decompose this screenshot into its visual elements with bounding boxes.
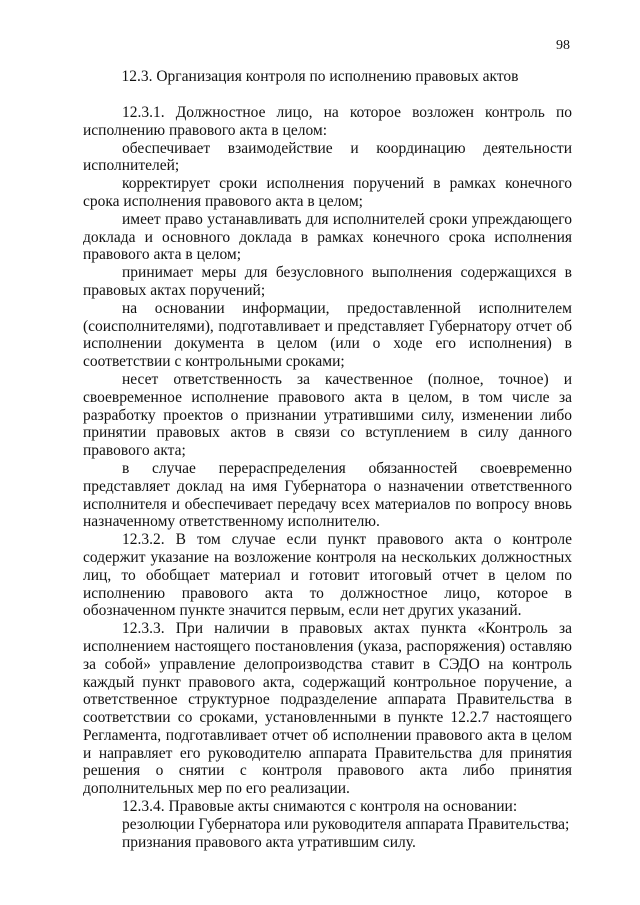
paragraph: корректирует сроки исполнения поручений в рамках конечного срока исполнения правового акта в целом; <box>83 175 572 210</box>
paragraph: резолюции Губернатора или руководителя аппарата Правительства; <box>122 815 570 833</box>
section-title: 12.3. Организация контроля по исполнению правовых актов <box>121 68 519 85</box>
paragraph: обеспечивает взаимодействие и координацию деятельности исполнителей; <box>83 139 572 175</box>
paragraph: несет ответственность за качественное (полное, точное) и своевременное исполнение правового акта в целом, в том числе за разработку проектов о признании утратившими силу, изменении либо принятии правовых актов в связи со вступлением в силу данного правового акта; <box>83 370 572 460</box>
paragraph: 12.3.2. В том случае если пункт правового акта о контроле содержит указание на возложение контроля на нескольких должностных лиц, то обобщает материал и готовит итоговый отчет в целом по исполнению правового акта то должностное лицо, которое в обозначенном пункте значится первым, если нет других указаний. <box>83 531 572 620</box>
paragraph: имеет право устанавливать для исполнителей сроки упреждающего доклада и основного доклада в рамках конечного срока исполнения правового акта в целом; <box>83 210 572 264</box>
paragraph: 12.3.1. Должностное лицо, на которое возложен контроль по исполнению правового акта в целом: <box>83 104 572 139</box>
paragraph: принимает меры для безусловного выполнения содержащихся в правовых актах поручений; <box>83 264 572 299</box>
paragraph: 12.3.3. При наличии в правовых актах пункта «Контроль за исполнением настоящего постановления (указа, распоряжения) оставляю за собой» управление делопроизводства ставит в СЭДО на контроль каждый пункт правового акта, содержащий контрольное поручение, а ответственное структурное подразделение аппарата Правительства в соответствии со сроками, установленными в пункте 12.2.7 настоящего Регламента, подготавливает отчет об исполнении правового акта в целом и направляет его руководителю аппарата Правительства для принятия решения о снятии с контроля правового акта либо принятия дополнительных мер по его реализации. <box>83 620 572 798</box>
paragraph: признания правового акта утратившим силу. <box>122 833 416 851</box>
paragraph: на основании информации, предоставленной исполнителем (соисполнителями), подготавливает и представляет Губернатору отчет об исполнении документа в целом (или о ходе его исполнения) в соответствии с контрольными сроками; <box>83 299 572 371</box>
paragraph: в случае перераспределения обязанностей своевременно представляет доклад на имя Губернатора о назначении ответственного исполнителя и обеспечивает передачу всех материалов по вопросу вновь назначенному ответственному исполнителю. <box>83 459 572 531</box>
page-number: 98 <box>556 38 570 53</box>
body-text <box>83 104 572 851</box>
paragraph: 12.3.4. Правовые акты снимаются с контроля на основании: <box>122 798 518 816</box>
